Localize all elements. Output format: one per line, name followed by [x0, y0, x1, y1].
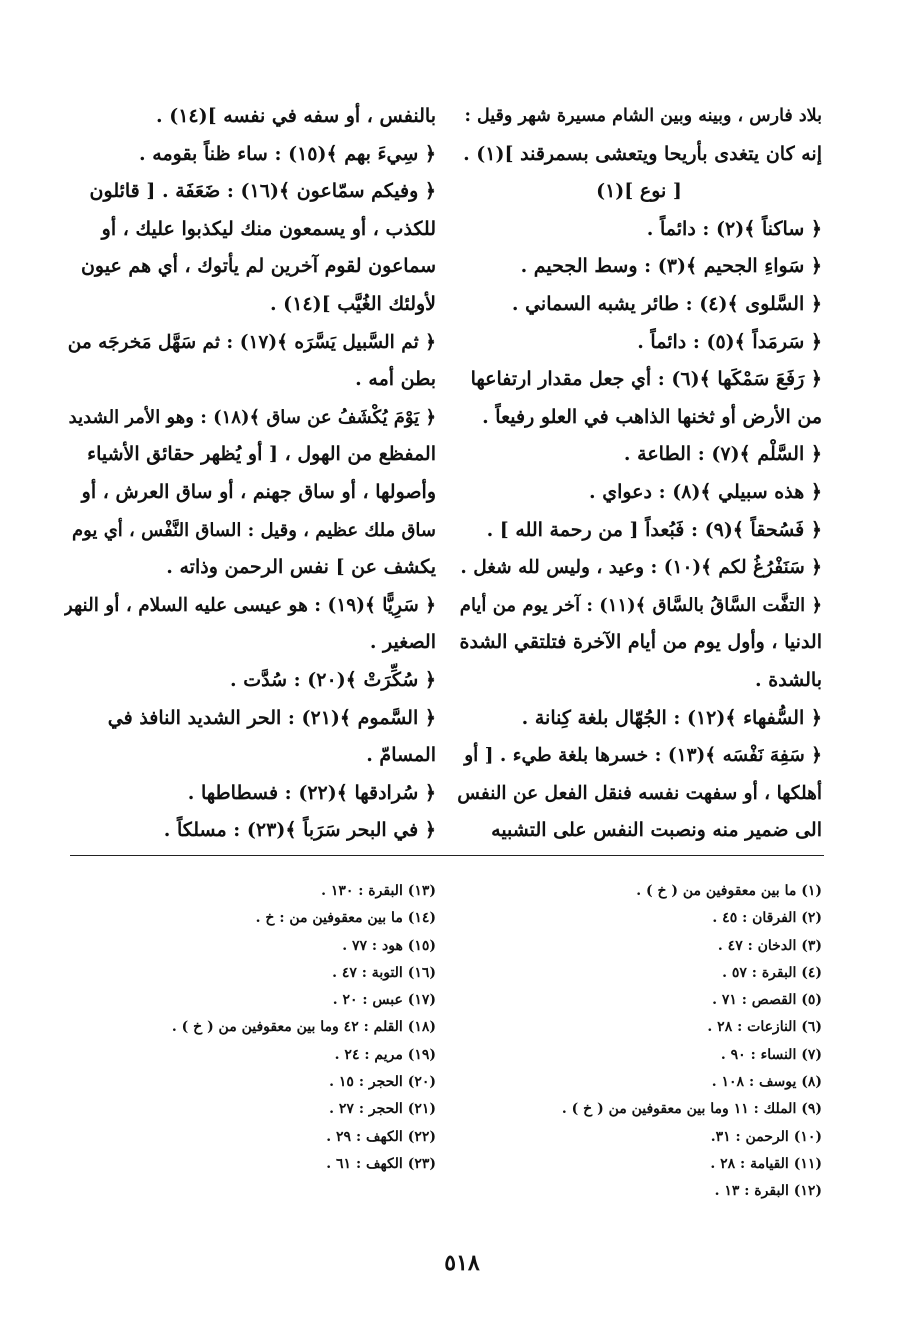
text-line: ﴿ رَفَعَ سَمْكَها ﴾(٦) : أي جعل مقدار ارتفاعها — [470, 368, 822, 391]
footnote: (١٠) الرحمن : ٣١. — [710, 1128, 822, 1145]
text-line: ﴿ سُرادقها ﴾(٢٢) : فسطاطها . — [187, 781, 436, 804]
footnotes-left-column — [64, 878, 436, 1178]
text-line: ﴿ السَّموم ﴾(٢١) : الحر الشديد النافذ في — [107, 706, 436, 729]
section-heading: [ نوع ](١) — [596, 180, 682, 203]
footnote: (٨) يوسف : ١٠٨ . — [711, 1074, 822, 1091]
text-line: ﴿ سُكِّرَتْ ﴾(٢٠) : سُدَّت . — [230, 668, 436, 691]
text-line: ﴿ وفيكم سمّاعون ﴾(١٦) : ضَعَفَة . [ قائلون — [89, 180, 436, 203]
main-text-right-column — [456, 98, 822, 850]
text-line: بالنفس ، أو سفه في نفسه ](١٤) . — [155, 105, 436, 127]
footnote: (١٨) القلم : ٤٢ وما بين معقوفين من ( خ ) . — [171, 1019, 436, 1036]
text-line: ﴿ التفَّت السَّاقُ بالسَّاق ﴾(١١) : آخر يوم من أيام — [459, 594, 822, 616]
text-line: ﴿ السَّلوى ﴾(٤) : طائر يشبه السماني . — [511, 292, 822, 315]
text-line: يكشف عن ] نفس الرحمن وذاته . — [166, 556, 436, 579]
text-line: ﴿ سَفِهَ نَفْسَه ﴾(١٣) : خسرها بلغة طيء . [ أو — [464, 745, 822, 767]
text-line: سماعون لقوم آخرين لم يأتوك ، أي هم عيون — [80, 255, 436, 278]
text-line: ﴿ سَرِيًّا ﴾(١٩) : هو عيسى عليه السلام ، أو النهر — [64, 594, 436, 616]
footnote: (١٤) ما بين معقوفين من : خ . — [255, 910, 436, 927]
footnote: (١٣) البقرة : ١٣٠ . — [321, 883, 436, 899]
footnote: (١٦) التوبة : ٤٧ . — [332, 964, 436, 981]
text-line: ﴿ سَنَفْرُغُ لكم ﴾(١٠) : وعيد ، وليس لله شغل . — [460, 557, 822, 579]
text-line: المسامّ . — [366, 744, 436, 767]
text-line: لأولئك الغُيَّب ](١٤) . — [269, 292, 436, 315]
text-line: بالشدة . — [755, 668, 822, 691]
footnote: (٤) البقرة : ٥٧ . — [722, 964, 822, 981]
footnote: (٣) الدخان : ٤٧ . — [717, 937, 822, 954]
text-line: ساق ملك عظيم ، وقيل : الساق النَّفْس ، أي يوم — [71, 519, 436, 541]
text-line: بلاد فارس ، وبينه وبين الشام مسيرة شهر وقيل : — [464, 106, 822, 126]
footnotes-right-column — [462, 878, 822, 1206]
footnote-divider — [70, 855, 824, 856]
text-line: الصغير . — [369, 631, 436, 654]
text-line: ﴿ يَوْمَ يُكْشَفُ عن ساق ﴾(١٨) : وهو الأمر الشديد — [68, 406, 436, 428]
footnote: (٢٠) الحجر : ١٥ . — [329, 1074, 436, 1091]
text-line: للكذب ، أو يسمعون منك ليكذبوا عليك ، أو — [101, 217, 436, 240]
footnote: (٩) الملك : ١١ وما بين معقوفين من ( خ ) . — [561, 1101, 822, 1118]
footnote: (٦) النازعات : ٢٨ . — [707, 1019, 822, 1036]
footnote: (٧) النساء : ٩٠ . — [720, 1046, 822, 1063]
text-line: بطن أمه . — [355, 368, 436, 391]
text-line: ﴿ سَرمَداً ﴾(٥) : دائماً . — [637, 330, 822, 353]
text-line: ﴿ سِيءَ بهم ﴾(١٥) : ساء ظناً بقومه . — [139, 142, 436, 165]
footnote: (١٧) عبس : ٢٠ . — [332, 992, 436, 1009]
text-line: ﴿ سَواءِ الجحيم ﴾(٣) : وسط الجحيم . — [520, 255, 822, 278]
main-text-left-column — [64, 98, 436, 850]
footnote: (١٢) البقرة : ١٣ . — [714, 1183, 822, 1200]
text-line: ﴿ ساكناً ﴾(٢) : دائماً . — [646, 217, 822, 240]
text-line: ﴿ هذه سبيلي ﴾(٨) : دعواي . — [588, 480, 822, 503]
footnote: (٢٢) الكهف : ٢٩ . — [326, 1128, 436, 1145]
text-line: من الأرض أو ثخنها الذاهب في العلو رفيعاً . — [482, 405, 822, 428]
footnote: (٢) الفرقان : ٤٥ . — [712, 910, 822, 927]
text-line: الدنيا ، وأول يوم من أيام الآخرة فتلتقي الشدة — [459, 631, 822, 654]
text-line: ﴿ فَسُحقاً ﴾(٩) : فَبُعداً [ من رحمة الله ] . — [486, 518, 822, 541]
text-line: ﴿ ثم السَّبيل يَسَّرَه ﴾(١٧) : ثم سَهَّل مَخرجَه من — [67, 331, 436, 353]
text-line: الى ضمير منه ونصبت النفس على التشبيه — [491, 819, 822, 842]
text-line: ﴿ في البحر سَرَباً ﴾(٢٣) : مسلكاً . — [163, 819, 436, 842]
footnote: (٢١) الحجر : ٢٧ . — [329, 1101, 436, 1118]
footnote: (٥) القصص : ٧١ . — [712, 992, 822, 1009]
footnote: (١٥) هود : ٧٧ . — [342, 937, 436, 954]
text-line: ﴿ السُّفهاء ﴾(١٢) : الجُهّال بلغة كِنانة . — [521, 706, 822, 729]
text-line: وأصولها ، أو ساق جهنم ، أو ساق العرش ، أو — [81, 480, 436, 503]
text-line: إنه كان يتغدى بأريحا ويتعشى بسمرقند ](١) . — [463, 142, 822, 165]
footnote: (١٩) مريم : ٢٤ . — [334, 1046, 436, 1063]
footnote: (٢٣) الكهف : ٦١ . — [326, 1155, 436, 1172]
page-number: ٥١٨ — [444, 1250, 480, 1276]
text-line: المفظع من الهول ، [ أو يُظهر حقائق الأشياء — [87, 443, 436, 466]
text-line: أهلكها ، أو سفهت نفسه فنقل الفعل عن النفس — [457, 782, 822, 804]
footnote: (١١) القيامة : ٢٨ . — [710, 1155, 822, 1172]
text-line: ﴿ السَّلْم ﴾(٧) : الطاعة . — [623, 443, 822, 466]
footnote: (١) ما بين معقوفين من ( خ ) . — [636, 883, 822, 899]
